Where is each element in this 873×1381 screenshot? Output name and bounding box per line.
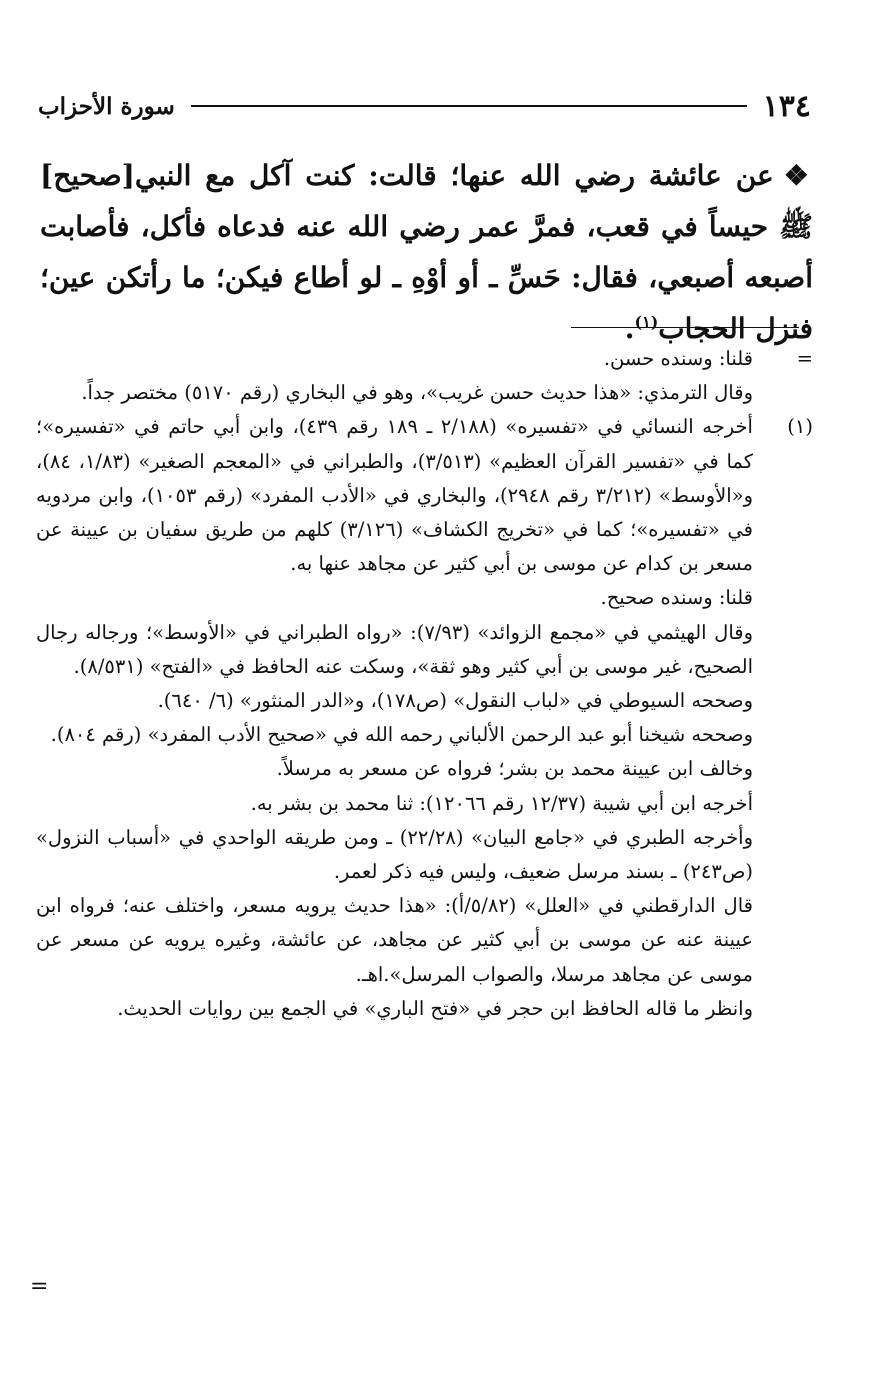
footnote-paragraph: وقال الترمذي: «هذا حديث حسن غريب»، وهو في البخاري (رقم ٥١٧٠) مختصر جداً. [81,381,753,405]
footnote-ref-1: (١) [634,312,659,332]
footnote-paragraph: قلنا: وسنده صحيح. [600,586,753,610]
footnote-paragraph: وانظر ما قاله الحافظ ابن حجر في «فتح الباري» في الجمع بين روايات الحديث. [117,996,753,1020]
footnote-paragraph: قال الدارقطني في «العلل» (٥/٨٢/أ): «هذا حديث يرويه مسعر، واختلف عنه؛ فرواه ابن عيينة عنه عن موسى بن أبي كثير عن مجاهد، عن عائشة، وغيره يرويه عن مسعر عن موسى عن مجاهد مرسلا، والصواب المرسل».اهـ. [36,894,753,986]
page-number: ١٣٤ [762,88,811,124]
footnote-paragraph: وخالف ابن عيينة محمد بن بشر؛ فرواه عن مسعر به مرسلاً. [276,757,753,781]
header-rule [191,105,747,107]
hadith-grade: [صحيح] [40,159,135,192]
continues-marker: = [30,1274,49,1299]
hadith-body: عن عائشة رضي الله عنها؛ قالت: كنت آكل مع النبي ﷺ حيساً في قعب، فمرَّ عمر رضي الله عنه فدعاه فأكل، فأصابت أصبعه أصبعي، فقال: حَسِّ ـ أو أوْهِ ـ لو أطاع فيكن؛ ما رأتكن عين؛ فنزل الحجاب [40,159,813,345]
footnote-paragraph: قلنا: وسنده حسن. [603,347,753,370]
hadith-text-block [40,150,813,354]
footnote-1-label: (١) [787,415,813,439]
footnote-paragraph: وصححه شيخنا أبو عبد الرحمن الألباني رحمه الله في «صحيح الأدب المفرد» (رقم ٨٠٤). [50,723,753,747]
surah-title: سورة الأحزاب [38,92,175,120]
footnote-paragraph: وصححه السيوطي في «لباب النقول» (ص١٧٨)، و«الدر المنثور» (٦/ ٦٤٠). [157,689,753,713]
running-header [38,86,811,126]
footnote-separator [571,327,799,328]
footnote-paragraph: أخرجه ابن أبي شيبة (١٢/٣٧ رقم ١٢٠٦٦): ثنا محمد بن بشر به. [250,791,753,815]
footnote-1 [36,410,813,1026]
hadith-end: . [624,312,635,345]
footnote-paragraph: أخرجه النسائي في «تفسيره» (٢/١٨٨ ـ ١٨٩ رقم ٤٣٩)، وابن أبي حاتم في «تفسيره»؛ كما في «تفسير القرآن العظيم» (٣/٥١٣)، والطبراني في «المعجم الصغير» (١/٨٣، ٨٤)، و«الأوسط» (٣/٢١٢ رقم ٢٩٤٨)، والبخاري في «الأدب المفرد» (رقم ١٠٥٣)، وابن مردويه في «تفسيره»؛ كما في «تخريج الكشاف» (٣/١٢٦) كلهم من طريق سفيان بن عيينة عن مسعر بن كدام عن موسى بن أبي كثير عن مجاهد عنها به. [36,415,754,576]
footnote-paragraph: وأخرجه الطبري في «جامع البيان» (٢٢/٢٨) ـ ومن طريقه الواحدي في «أسباب النزول» (ص٢٤٣) ـ بسند مرسل ضعيف، وليس فيه ذكر لعمر. [36,825,753,884]
footnote-continuation [36,342,813,410]
continuation-label: = [796,347,813,370]
footnotes [36,342,813,1026]
footnote-paragraph: وقال الهيثمي في «مجمع الزوائد» (٧/٩٣): «رواه الطبراني في «الأوسط»؛ ورجاله رجال الصحيح، غير موسى بن أبي كثير وهو ثقة»، وسكت عنه الحافظ في «الفتح» (٨/٥٣١). [36,620,754,678]
hadith-marker-icon: ❖ [783,159,814,192]
